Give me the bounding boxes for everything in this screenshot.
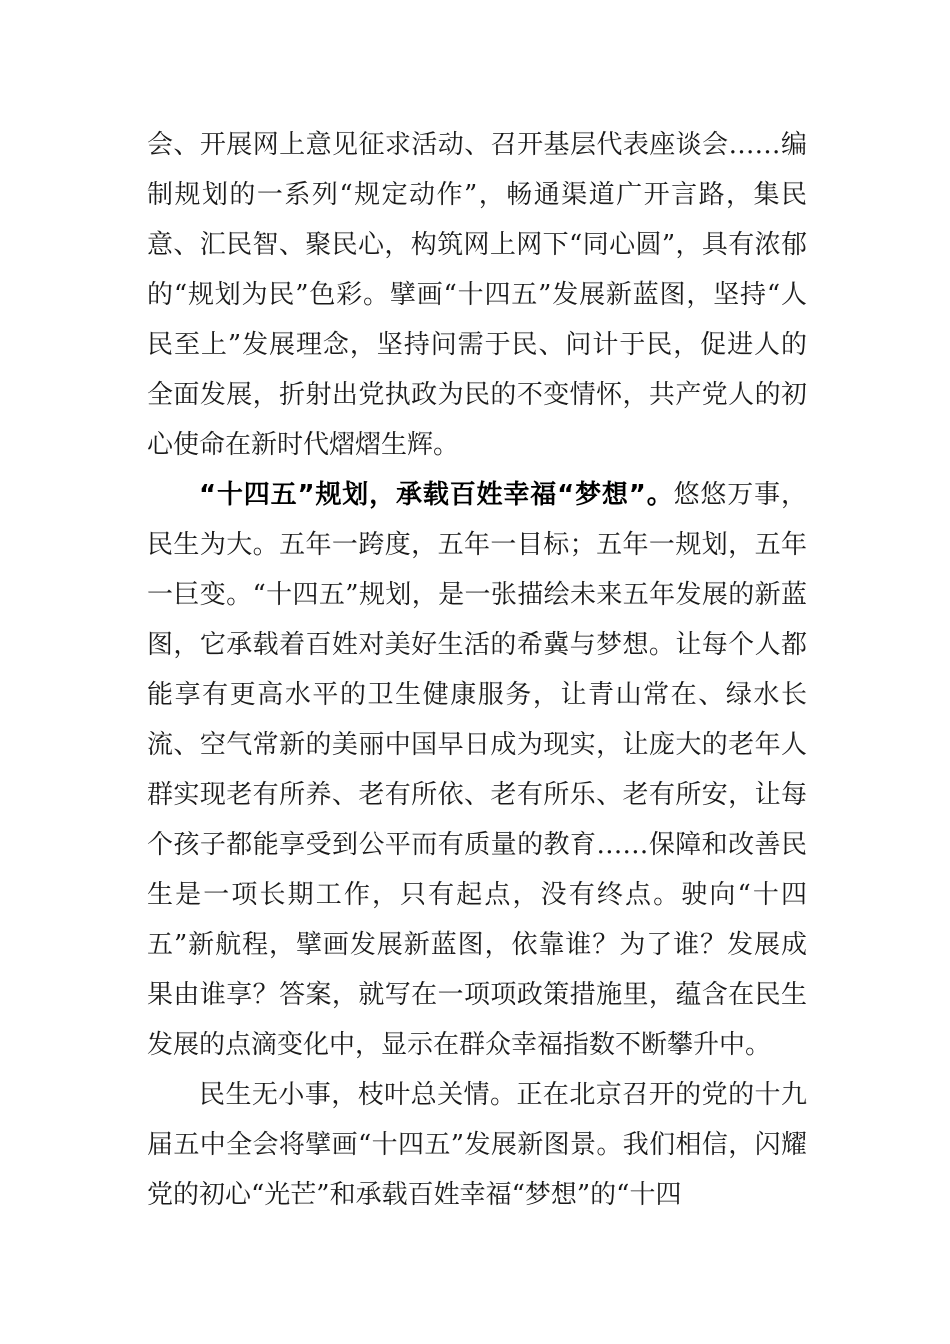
paragraph-text: 会、开展网上意见征求活动、召开基层代表座谈会……编制规划的一系列“规定动作”，畅通渠道广开言路，集民意、汇民智、聚民心，构筑网上网下“同心圆”，具有浓郁的“规划为民”色彩。擘画“十四五”发展新蓝图，坚持“人民至上”发展理念，坚持问需于民、问计于民，促进人的全面发展，折射出党执政为民的不变情怀，共产党人的初心使命在新时代熠熠生辉。 [147,130,807,460]
paragraph-lead-heading: “十四五”规划，承载百姓幸福“梦想”。 [199,480,674,510]
paragraph-livelihood [147,1070,807,1220]
document-page [147,120,807,1220]
paragraph-continuation [147,120,807,470]
paragraph-text: 悠悠万事，民生为大。五年一跨度，五年一目标；五年一规划，五年一巨变。“十四五”规划，是一张描绘未来五年发展的新蓝图，它承载着百姓对美好生活的希冀与梦想。让每个人都能享有更高水平的卫生健康服务，让青山常在、绿水长流、空气常新的美丽中国早日成为现实，让庞大的老年人群实现老有所养、老有所依、老有所乐、老有所安，让每个孩子都能享受到公平而有质量的教育……保障和改善民生是一项长期工作，只有起点，没有终点。驶向“十四五”新航程，擘画发展新蓝图，依靠谁？为了谁？发展成果由谁享？答案，就写在一项项政策措施里，蕴含在民生发展的点滴变化中，显示在群众幸福指数不断攀升中。 [147,480,807,1060]
paragraph-fourteenth-plan-dream [147,470,807,1070]
paragraph-text: 民生无小事，枝叶总关情。正在北京召开的党的十九届五中全会将擘画“十四五”发展新图景。我们相信，闪耀党的初心“光芒”和承载百姓幸福“梦想”的“十四 [147,1080,807,1210]
